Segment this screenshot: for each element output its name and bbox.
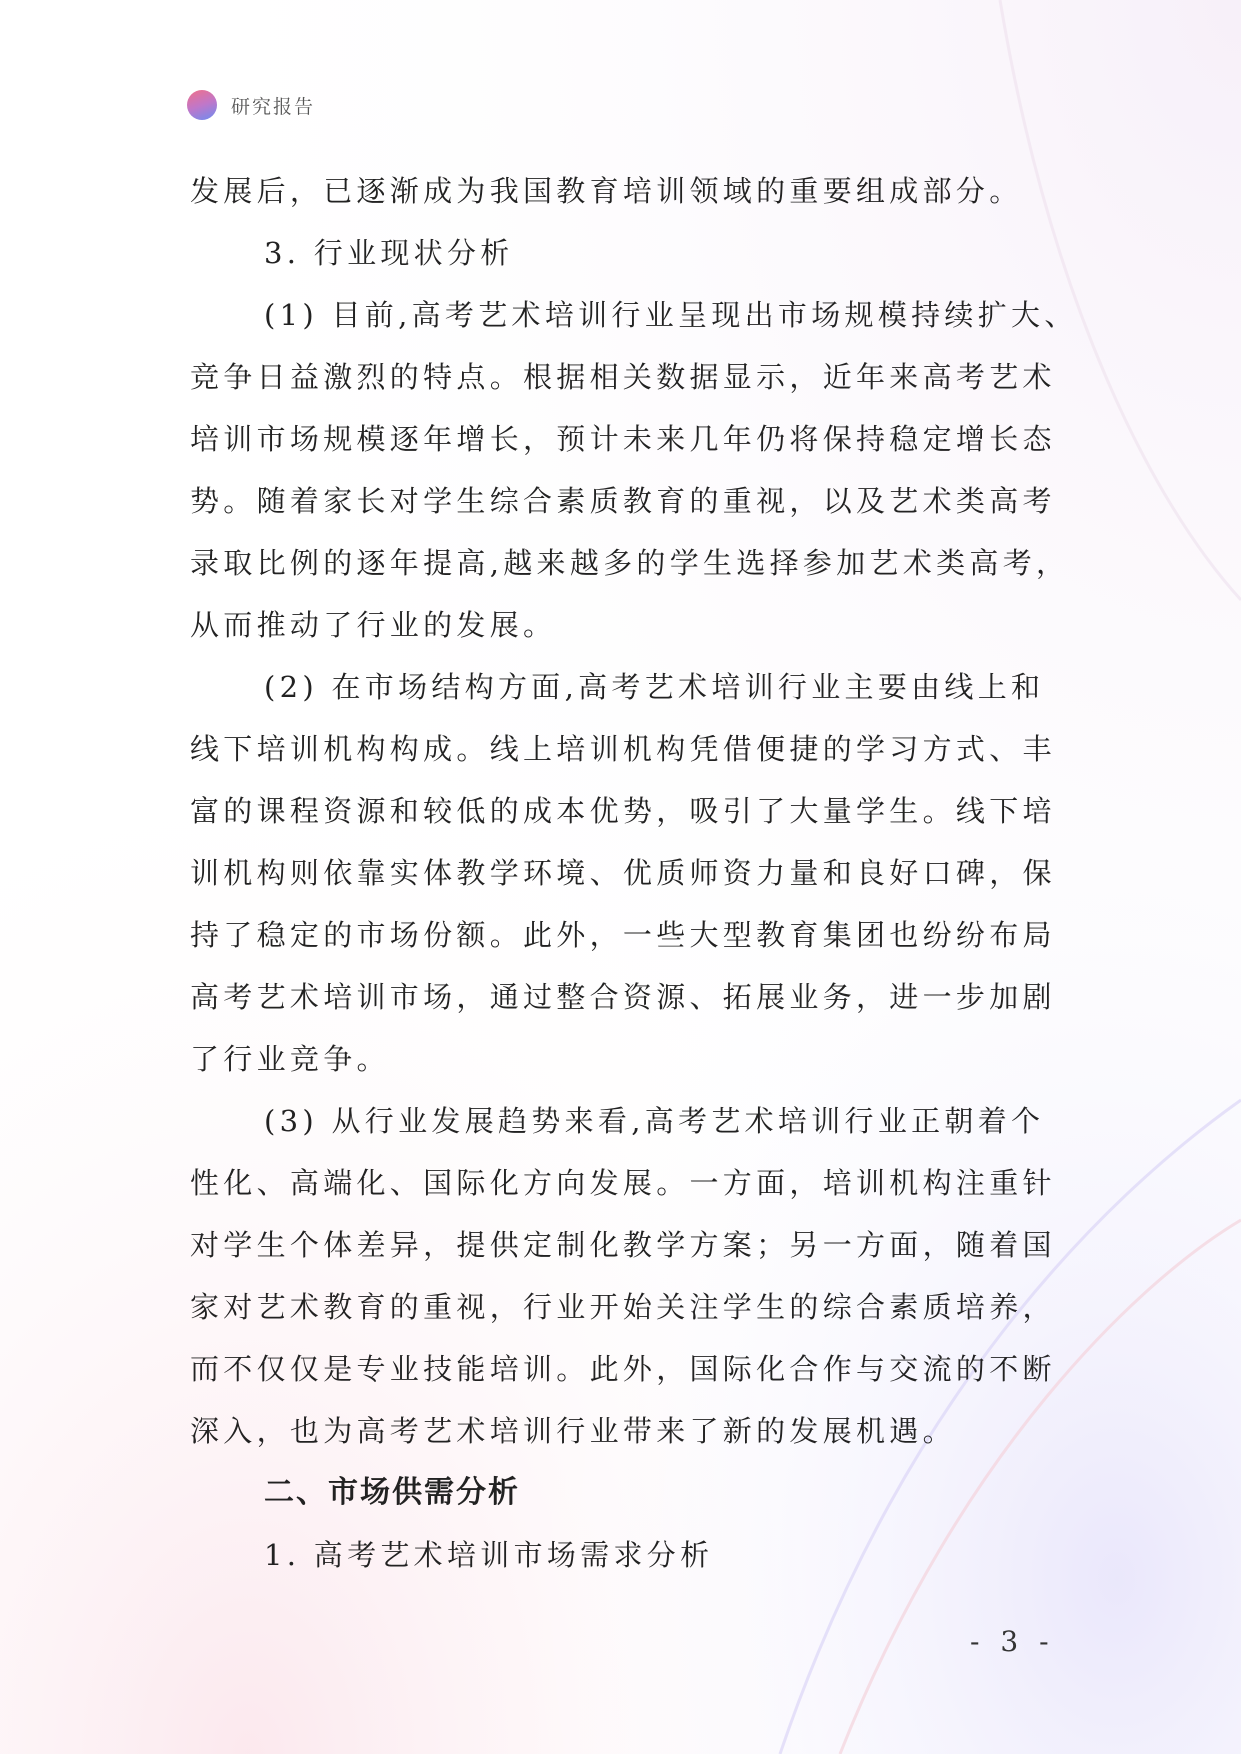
text-line: 发展后，已逐渐成为我国教育培训领域的重要组成部分。 xyxy=(190,174,1023,208)
text-line: 持了稳定的市场份额。此外，一些大型教育集团也纷纷布局 xyxy=(190,918,1056,952)
text-line: 竞争日益激烈的特点。根据相关数据显示，近年来高考艺术 xyxy=(190,360,1056,394)
logo-icon xyxy=(187,90,217,120)
text-line: 训机构则依靠实体教学环境、优质师资力量和良好口碑，保 xyxy=(190,856,1056,890)
section-heading: 二、市场供需分析 xyxy=(264,1475,520,1510)
text-line: 录取比例的逐年提高,越来越多的学生选择参加艺术类高考， xyxy=(190,546,1070,580)
text-line: 线下培训机构构成。线上培训机构凭借便捷的学习方式、丰 xyxy=(190,732,1056,766)
text-line: 而不仅仅是专业技能培训。此外，国际化合作与交流的不断 xyxy=(190,1352,1056,1386)
subsection-heading: 3. 行业现状分析 xyxy=(264,236,514,270)
text-line: 富的课程资源和较低的成本优势，吸引了大量学生。线下培 xyxy=(190,794,1056,828)
text-line: (1) 目前,高考艺术培训行业呈现出市场规模持续扩大、 xyxy=(264,298,1078,332)
text-line: 势。随着家长对学生综合素质教育的重视，以及艺术类高考 xyxy=(190,484,1056,518)
header-label: 研究报告 xyxy=(231,95,316,118)
subsection-heading: 1. 高考艺术培训市场需求分析 xyxy=(264,1538,714,1572)
text-line: (2) 在市场结构方面,高考艺术培训行业主要由线上和 xyxy=(264,670,1045,704)
page-number: - 3 - xyxy=(970,1625,1055,1658)
text-line: 高考艺术培训市场，通过整合资源、拓展业务，进一步加剧 xyxy=(190,980,1056,1014)
page-header xyxy=(187,89,315,121)
text-line: 了行业竞争。 xyxy=(190,1042,390,1076)
text-line: 性化、高端化、国际化方向发展。一方面，培训机构注重针 xyxy=(190,1166,1056,1200)
text-line: (3) 从行业发展趋势来看,高考艺术培训行业正朝着个 xyxy=(264,1104,1045,1138)
text-line: 深入，也为高考艺术培训行业带来了新的发展机遇。 xyxy=(190,1414,956,1448)
text-line: 从而推动了行业的发展。 xyxy=(190,608,557,642)
document-body xyxy=(190,160,1078,1586)
text-line: 家对艺术教育的重视，行业开始关注学生的综合素质培养， xyxy=(190,1290,1056,1324)
text-line: 对学生个体差异，提供定制化教学方案；另一方面，随着国 xyxy=(190,1228,1056,1262)
text-line: 培训市场规模逐年增长，预计未来几年仍将保持稳定增长态 xyxy=(190,422,1056,456)
